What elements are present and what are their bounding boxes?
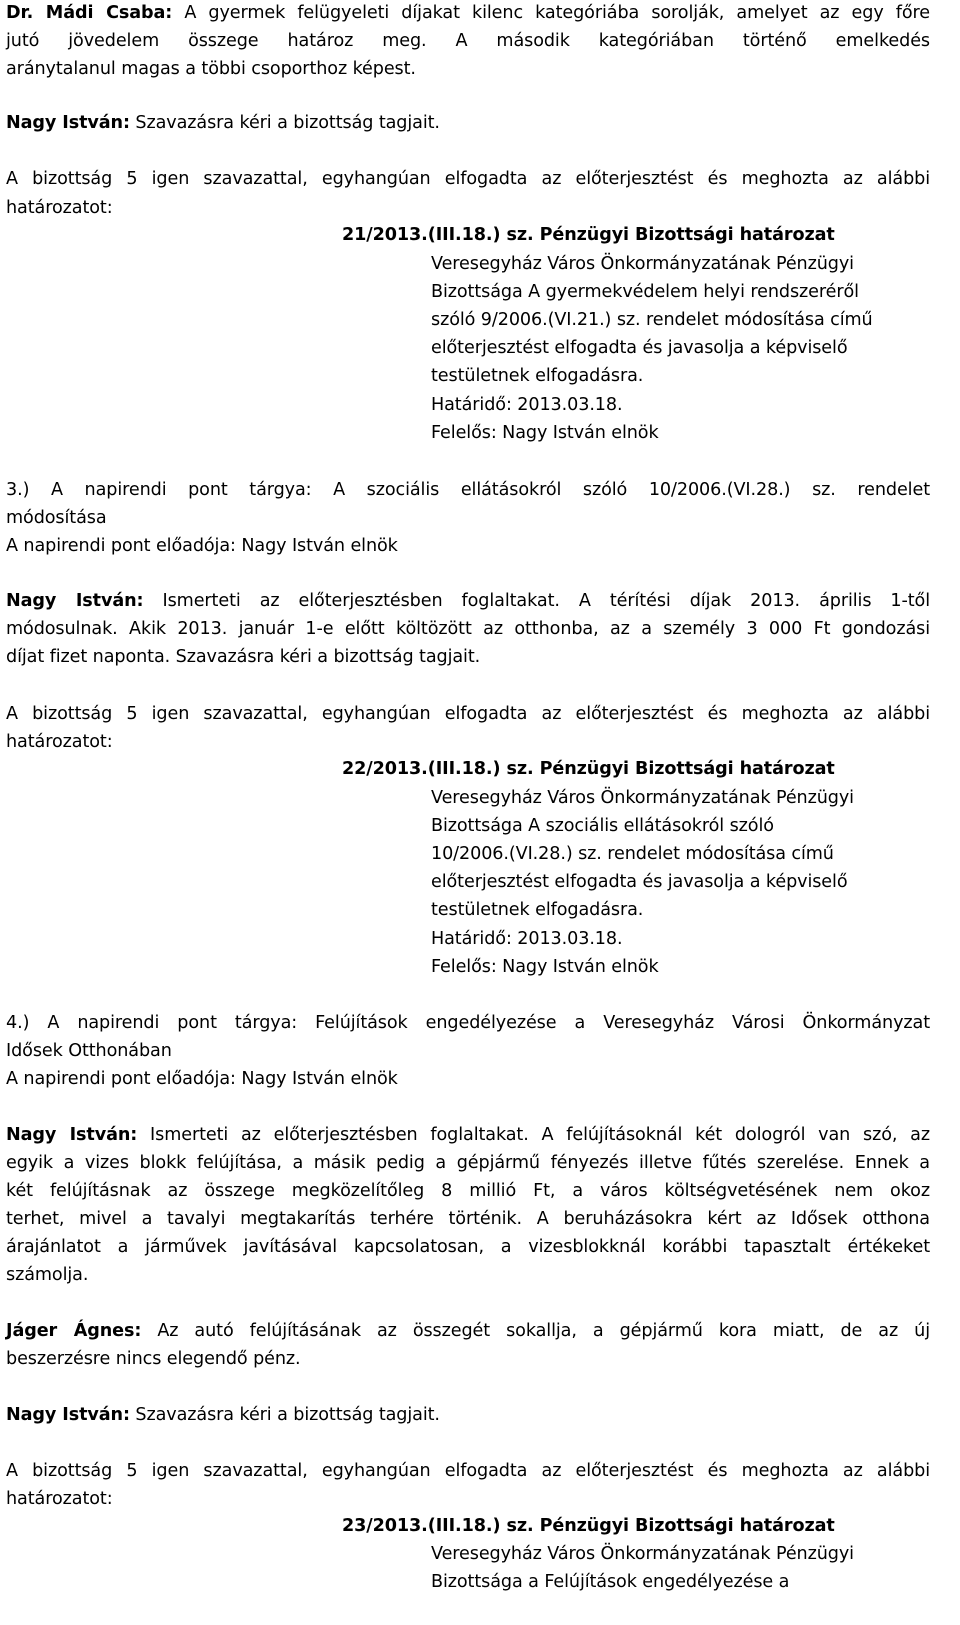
resolution-23-line: Veresegyház Város Önkormányzatának Pénzügyi: [431, 1544, 854, 1564]
paragraph-nagy-4: Nagy István: Szavazásra kéri a bizottság tagjait.: [6, 1405, 440, 1425]
resolution-22-deadline: Határidő: 2013.03.18.: [431, 929, 623, 949]
agenda-item-4-title: 4.) A napirendi pont tárgya: Felújítások engedélyezése a Veresegyház Városi Önkormányzat: [6, 1013, 930, 1033]
agenda-item-3-title-line-2: módosítása: [6, 508, 107, 528]
resolution-22-line: Veresegyház Város Önkormányzatának Pénzügyi: [431, 788, 854, 808]
speaker-name: Nagy István:: [6, 1125, 138, 1145]
resolution-22-responsible: Felelős: Nagy István elnök: [431, 957, 659, 977]
agenda-item-3-presenter: A napirendi pont előadója: Nagy István elnök: [6, 536, 398, 556]
speaker-name: Nagy István:: [6, 591, 144, 611]
paragraph-jager-line-1: Jáger Ágnes: Az autó felújításának az összegét sokallja, a gépjármű kora miatt, de az új: [6, 1321, 930, 1341]
paragraph-nagy-2-line-3: díjat fizet naponta. Szavazásra kéri a bizottság tagjait.: [6, 647, 481, 667]
agenda-item-3-title: 3.) A napirendi pont tárgya: A szociális ellátásokról szóló 10/2006.(VI.28.) sz. rendelet: [6, 480, 930, 500]
resolution-21-responsible: Felelős: Nagy István elnök: [431, 423, 659, 443]
speaker-name: Dr. Mádi Csaba:: [6, 3, 173, 23]
vote-statement-3-line-2: határozatot:: [6, 1489, 113, 1509]
resolution-23-line: Bizottsága a Felújítások engedélyezése a: [431, 1572, 790, 1592]
resolution-number-23: 23/2013.(III.18.) sz. Pénzügyi Bizottsági határozat: [342, 1516, 835, 1536]
vote-statement-1: A bizottság 5 igen szavazattal, egyhangúan elfogadta az előterjesztést és meghozta az alábbi: [6, 169, 930, 189]
resolution-22-line: előterjesztést elfogadta és javasolja a képviselő: [431, 872, 848, 892]
paragraph-madi-line-1: Dr. Mádi Csaba: A gyermek felügyeleti díjakat kilenc kategóriába sorolják, amelyet az egy főre: [6, 3, 931, 23]
vote-statement-2-line-2: határozatot:: [6, 732, 113, 752]
speaker-name: Nagy István:: [6, 113, 130, 133]
resolution-22-line: Bizottsága A szociális ellátásokról szóló: [431, 816, 774, 836]
agenda-item-4-presenter: A napirendi pont előadója: Nagy István elnök: [6, 1069, 398, 1089]
paragraph-nagy-2-line-1: Nagy István: Ismerteti az előterjesztésben foglaltakat. A térítési díjak 2013. április 1-től: [6, 591, 931, 611]
agenda-item-4-title-line-2: Idősek Otthonában: [6, 1041, 172, 1061]
vote-statement-1-line-2: határozatot:: [6, 198, 113, 218]
resolution-21-line: szóló 9/2006.(VI.21.) sz. rendelet módosítása című: [431, 310, 873, 330]
resolution-number-22: 22/2013.(III.18.) sz. Pénzügyi Bizottsági határozat: [342, 759, 835, 779]
vote-statement-3: A bizottság 5 igen szavazattal, egyhangúan elfogadta az előterjesztést és meghozta az alábbi: [6, 1461, 930, 1481]
resolution-number-21: 21/2013.(III.18.) sz. Pénzügyi Bizottsági határozat: [342, 225, 835, 245]
paragraph-nagy-1: Nagy István: Szavazásra kéri a bizottság tagjait.: [6, 113, 440, 133]
paragraph-nagy-3-line-3: két felújításnak az összege megközelítőleg 8 millió Ft, a város költségvetésének nem okoz: [6, 1181, 930, 1201]
paragraph-nagy-2-line-2: módosulnak. Akik 2013. január 1-e előtt költözött az otthonba, az a személy 3 000 Ft gondozási: [6, 619, 930, 639]
resolution-21-deadline: Határidő: 2013.03.18.: [431, 395, 623, 415]
speaker-name: Nagy István:: [6, 1405, 130, 1425]
vote-statement-2: A bizottság 5 igen szavazattal, egyhangúan elfogadta az előterjesztést és meghozta az alábbi: [6, 704, 930, 724]
paragraph-jager-line-2: beszerzésre nincs elegendő pénz.: [6, 1349, 301, 1369]
resolution-21-line: testületnek elfogadásra.: [431, 366, 644, 386]
speaker-name: Jáger Ágnes:: [6, 1321, 142, 1341]
paragraph-madi-line-2: jutó jövedelem összege határoz meg. A második kategóriában történő emelkedés: [6, 31, 930, 51]
resolution-22-line: 10/2006.(VI.28.) sz. rendelet módosítása című: [431, 844, 834, 864]
resolution-22-line: testületnek elfogadásra.: [431, 900, 644, 920]
paragraph-nagy-3-line-4: terhet, mivel a tavalyi megtakarítás terhére történik. A beruházásokra kért az Idősek otthona: [6, 1209, 930, 1229]
resolution-21-line: előterjesztést elfogadta és javasolja a képviselő: [431, 338, 848, 358]
paragraph-nagy-3-line-2: egyik a vizes blokk felújítása, a másik pedig a gépjármű fényezés illetve fűtés szerelése. Ennek a: [6, 1153, 930, 1173]
paragraph-nagy-3-line-6: számolja.: [6, 1265, 89, 1285]
paragraph-nagy-3-line-1: Nagy István: Ismerteti az előterjesztésben foglaltakat. A felújításoknál két dologról van szó, az: [6, 1125, 930, 1145]
resolution-21-line: Veresegyház Város Önkormányzatának Pénzügyi: [431, 254, 854, 274]
paragraph-nagy-3-line-5: árajánlatot a járművek javításával kapcsolatosan, a vizesblokknál korábbi tapasztalt értékeket: [6, 1237, 930, 1257]
resolution-21-line: Bizottsága A gyermekvédelem helyi rendszeréről: [431, 282, 859, 302]
paragraph-madi-line-3: aránytalanul magas a többi csoporthoz képest.: [6, 59, 416, 79]
